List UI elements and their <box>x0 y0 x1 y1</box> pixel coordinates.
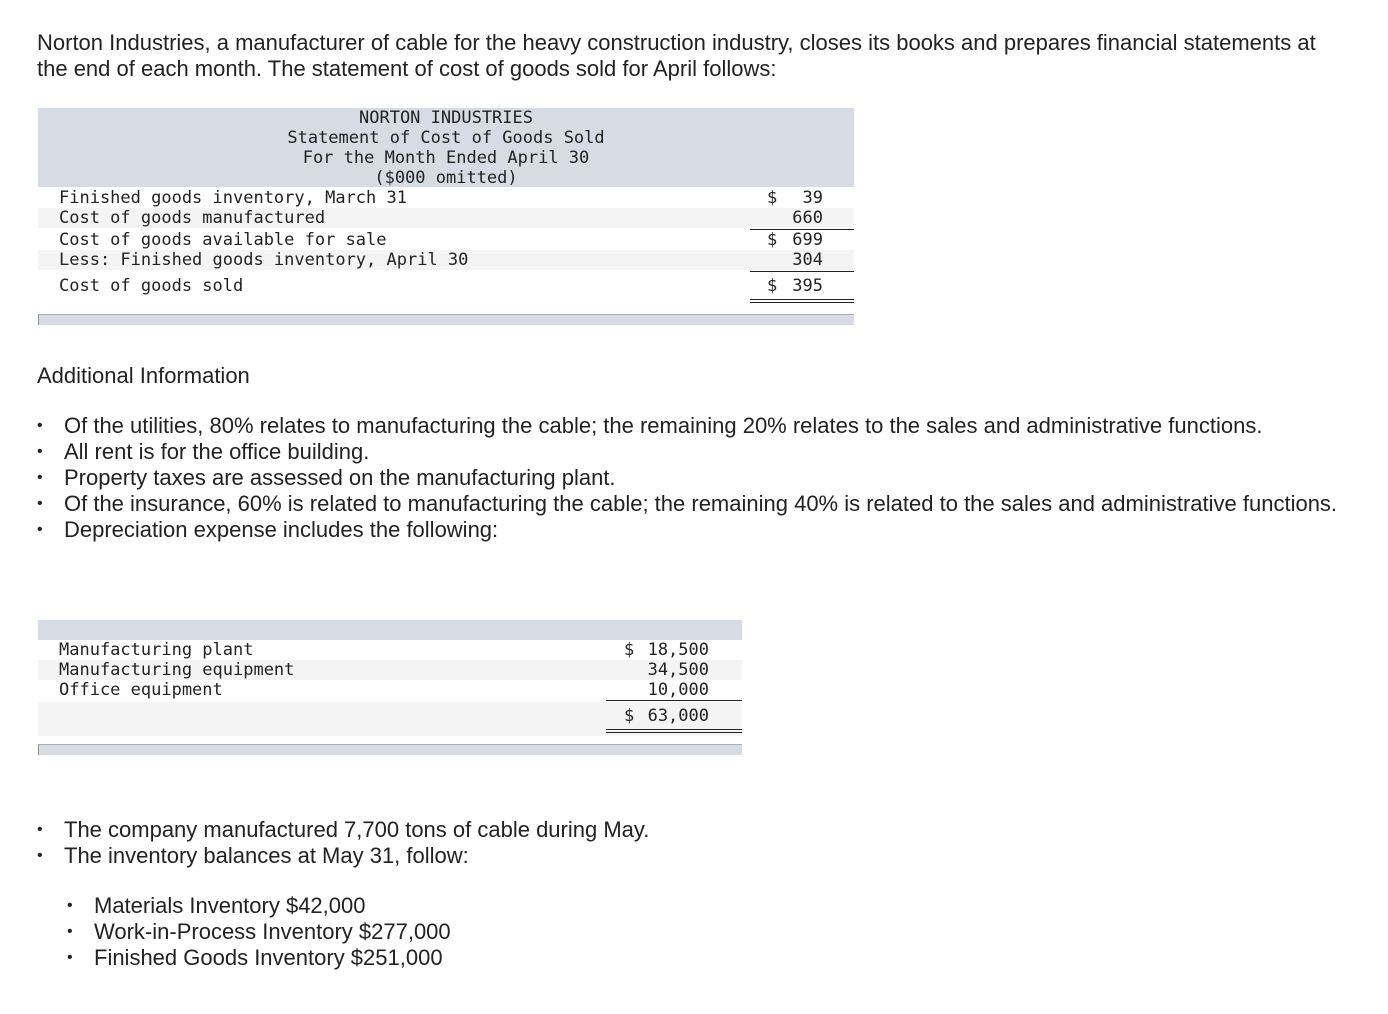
cogs-statement-table <box>38 108 854 296</box>
row-dollar-sign: $ <box>624 640 635 660</box>
list-item: • The company manufactured 7,700 tons of cable during May. <box>37 817 937 843</box>
inventory-balance-list <box>67 893 767 971</box>
table-footer-bar <box>38 744 742 755</box>
row-amount: 39 <box>802 188 823 208</box>
underline <box>750 271 854 272</box>
statement-title: Statement of Cost of Goods Sold <box>287 128 605 148</box>
depreciation-table <box>38 620 742 726</box>
table-row <box>38 188 854 208</box>
table-row <box>38 640 742 660</box>
statement-header <box>38 108 854 187</box>
row-dollar-sign: $ <box>767 276 778 296</box>
row-dollar-sign: $ <box>767 188 778 208</box>
row-label: Cost of goods available for sale <box>59 230 387 250</box>
production-info-list <box>37 817 937 869</box>
underline <box>606 700 742 701</box>
table-footer-bar <box>38 314 854 325</box>
table-row <box>38 276 854 302</box>
row-label: Manufacturing plant <box>59 640 254 660</box>
list-item: • Of the utilities, 80% relates to manufacturing the cable; the remaining 20% relates to the sales and administrative functions. <box>37 413 1357 439</box>
row-amount: 395 <box>792 276 823 296</box>
total-amount: 63,000 <box>647 706 709 726</box>
row-label: Finished goods inventory, March 31 <box>59 188 407 208</box>
row-label: Office equipment <box>59 680 223 700</box>
table-row <box>38 660 742 680</box>
row-amount: 304 <box>792 250 823 270</box>
table-row <box>38 230 854 250</box>
row-amount: 18,500 <box>647 640 709 660</box>
row-amount: 34,500 <box>647 660 709 680</box>
table-header-bar <box>38 620 742 640</box>
row-amount: 10,000 <box>647 680 709 700</box>
row-label: Less: Finished goods inventory, April 30 <box>59 250 469 270</box>
row-amount: 699 <box>792 230 823 250</box>
table-row <box>38 250 854 270</box>
list-item: • All rent is for the office building. <box>37 439 1357 465</box>
double-underline <box>750 299 854 303</box>
list-item: • Materials Inventory $42,000 <box>67 893 767 919</box>
list-item: • Of the insurance, 60% is related to manufacturing the cable; the remaining 40% is related to the sales and administrative functions. <box>37 491 1357 517</box>
list-item: • Depreciation expense includes the following: <box>37 517 1357 543</box>
list-item: • Finished Goods Inventory $251,000 <box>67 945 767 971</box>
row-amount: 660 <box>792 208 823 228</box>
section-title: Additional Information <box>37 363 250 388</box>
list-item: • Work-in-Process Inventory $277,000 <box>67 919 767 945</box>
intro-paragraph: Norton Industries, a manufacturer of cable for the heavy construction industry, closes its books and prepares financial statements at the end of each month. The statement of cost of goods sold for April follows: <box>37 30 1316 81</box>
list-item: • Property taxes are assessed on the manufacturing plant. <box>37 465 1357 491</box>
table-row <box>38 208 854 228</box>
statement-units: ($000 omitted) <box>374 168 518 188</box>
row-label: Manufacturing equipment <box>59 660 295 680</box>
row-label: Cost of goods manufactured <box>59 208 326 228</box>
list-item: • The inventory balances at May 31, follow: <box>37 843 937 869</box>
statement-period: For the Month Ended April 30 <box>302 148 590 168</box>
row-dollar-sign: $ <box>767 230 778 250</box>
row-label: Cost of goods sold <box>59 276 244 296</box>
total-dollar-sign: $ <box>624 706 635 726</box>
company-name: NORTON INDUSTRIES <box>359 108 533 128</box>
double-underline <box>606 729 742 733</box>
additional-info-list <box>37 413 1357 543</box>
table-row <box>38 680 742 700</box>
